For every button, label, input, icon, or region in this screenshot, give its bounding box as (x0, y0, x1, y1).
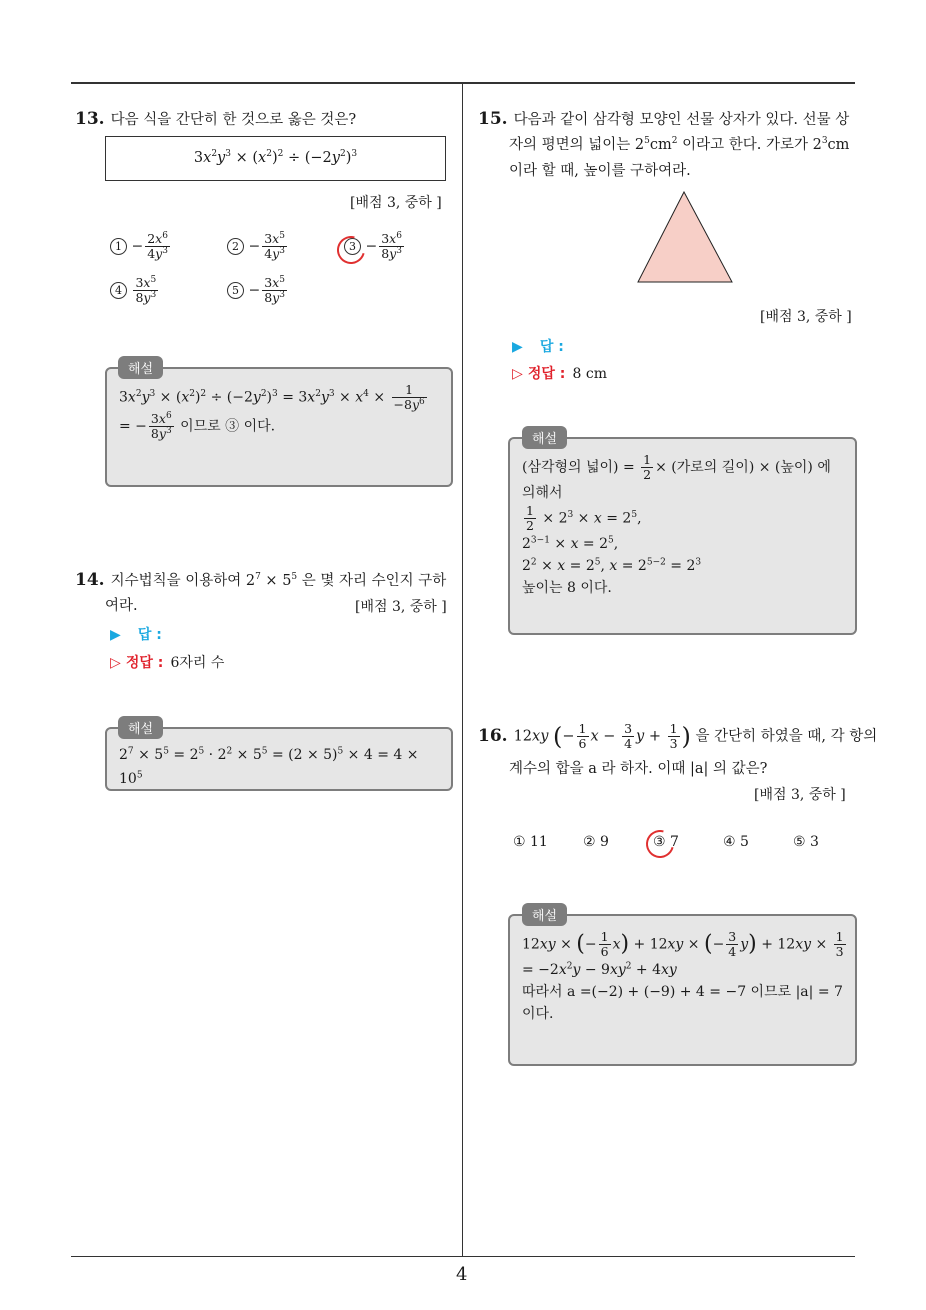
q15-number: 15. (478, 109, 508, 129)
q13-explain-tag: 해설 (118, 356, 163, 379)
q16-choice-2[interactable]: ② 9 (583, 834, 609, 850)
q16-explain-tag: 해설 (522, 903, 567, 926)
q15-explain-line4: $2^{3-1} \times x = 2^5$, (522, 535, 619, 552)
q14-score: [배점 3, 중하 ] (355, 599, 447, 615)
q15-explain-line5: $2^2 \times x = 2^5$, $x = 2^{5-2} = 2^3$ (522, 557, 702, 574)
q16-explain-line2: = $-2x^2y - 9xy^2 + 4xy$ (522, 961, 677, 978)
q16-explanation-box (508, 914, 857, 1066)
q13-choice-2[interactable]: 2 − $\frac{3x^5}{4y^3}$ (227, 232, 289, 261)
q15-explanation-box (508, 437, 857, 635)
q16-score: [배점 3, 중하 ] (754, 787, 846, 803)
q13-choice-1[interactable]: 1 − $\frac{2x^6}{4y^3}$ (110, 232, 172, 261)
q15-explain-tag: 해설 (522, 426, 567, 449)
q15-explain-line3: $\frac{1}{2}$ × $2^3 \times x = 2^5$, (526, 503, 642, 533)
q14-correct-row (110, 652, 224, 672)
q16-choice-4[interactable]: ④ 5 (723, 834, 749, 850)
q16-choice-1[interactable]: ① 11 (513, 834, 548, 850)
q16-correct-mark (641, 825, 679, 863)
q13-question (75, 106, 356, 133)
q13-number: 13. (75, 109, 105, 129)
q15-correct-row (512, 363, 607, 383)
q16-number: 16. (478, 725, 508, 746)
q15-correct-label: 정답 : (527, 366, 566, 382)
q14-answer-row (110, 624, 162, 644)
answer-arrow-icon: ▶ (110, 627, 121, 643)
q15-explain-line6: 높이는 8 이다. (522, 580, 612, 596)
column-divider (462, 84, 463, 1256)
q16-choice-3[interactable]: ③ 7 (653, 834, 679, 850)
q16-question-line2: 계수의 합을 a 라 하자. 이때 |a| 의 값은? (509, 761, 768, 777)
q14-number: 14. (75, 570, 105, 590)
answer-arrow-icon: ▶ (512, 339, 523, 355)
q13-score: [배점 3, 중하 ] (350, 195, 442, 211)
q14-question-line2: 여라. (105, 598, 138, 614)
page-number: 4 (456, 1264, 468, 1285)
q15-correct-value: 8 cm (572, 366, 607, 382)
gift-box-triangle (636, 190, 734, 284)
q13-choice-4[interactable]: 4 $\frac{3x^5}{8y^3}$ (110, 276, 160, 305)
q15-question-line3: 이라 할 때, 높이를 구하여라. (509, 163, 691, 179)
q16-question: 16. 12xy (− $\frac{1}{6}$ x − $\frac{3}{4}$ y + $\frac{1}{3}$ ) 을 간단히 하였을 때, 각 항의 (478, 721, 878, 751)
correct-triangle-icon: ▷ (110, 655, 121, 671)
q16-explain-line1: 12xy × (− $\frac{1}{6}$ x) + 12xy × (− $\frac{3}{4}$ y) + 12xy × $\frac{1}{3}$ (522, 929, 844, 959)
q16-explain-line4: 이다. (522, 1006, 554, 1022)
q13-explain-line2: = − $\frac{3x^6}{8y^3}$ 이므로 ③ 이다. (119, 410, 276, 441)
q15-score: [배점 3, 중하 ] (760, 309, 852, 325)
q13-choice-3[interactable]: 3 − $\frac{3x^6}{8y^3}$ (344, 232, 406, 261)
q16-choice-5[interactable]: ⑤ 3 (793, 834, 819, 850)
q16-explain-line3: 따라서 a =(−2) + (−9) + 4 = −7 이므로 |a| = 7 (522, 984, 843, 1000)
q15-explain-line1: (삼각형의 넓이) = $\frac{1}{2}$ × (가로의 길이) × (높이) 에 (522, 452, 831, 482)
bottom-rule (71, 1256, 855, 1257)
q14-answer-label: 답 : (137, 627, 162, 643)
q15-answer-label: 답 : (539, 339, 564, 355)
q13-text: 다음 식을 간단히 한 것으로 옳은 것은? (110, 112, 357, 128)
correct-triangle-icon: ▷ (512, 366, 523, 382)
q14-correct-label: 정답 : (125, 655, 164, 671)
q13-expression-box: $3x^2y^3 \times (x^2)^2 \div (-2y^2)^3$ (105, 136, 446, 181)
q15-answer-row (512, 336, 564, 356)
q14-correct-value: 6자리 수 (170, 655, 225, 671)
q13-explain-line1: $3x^2y^3 \times (x^2)^2 \div (-2y^2)^3 = 3x^2y^3 \times x^4$ × $\frac{1}{-8y^6}$ (119, 382, 425, 412)
q13-choice-5[interactable]: 5 − $\frac{3x^5}{8y^3}$ (227, 276, 289, 305)
q15-question: 15. 다음과 같이 삼각형 모양인 선물 상자가 있다. 선물 상 (478, 109, 850, 129)
q14-explain-line1: $2^7 \times 5^5 = 2^5 \cdot 2^2 \times 5^5 = (2 \times 5)^5 \times 4 = 4 \times 10^5$ (119, 746, 419, 787)
q15-explain-line2: 의해서 (522, 485, 563, 501)
q15-question-line2: 자의 평면의 넓이는 $2^5cm^2$ 이라고 한다. 가로가 $2^3cm$ (509, 136, 850, 153)
q14-question: 14. 지수법칙을 이용하여 $2^7 \times 5^5$ 은 몇 자리 수인지 구하 (75, 570, 447, 590)
q14-explain-tag: 해설 (118, 716, 163, 739)
q13-explanation-box (105, 367, 453, 487)
